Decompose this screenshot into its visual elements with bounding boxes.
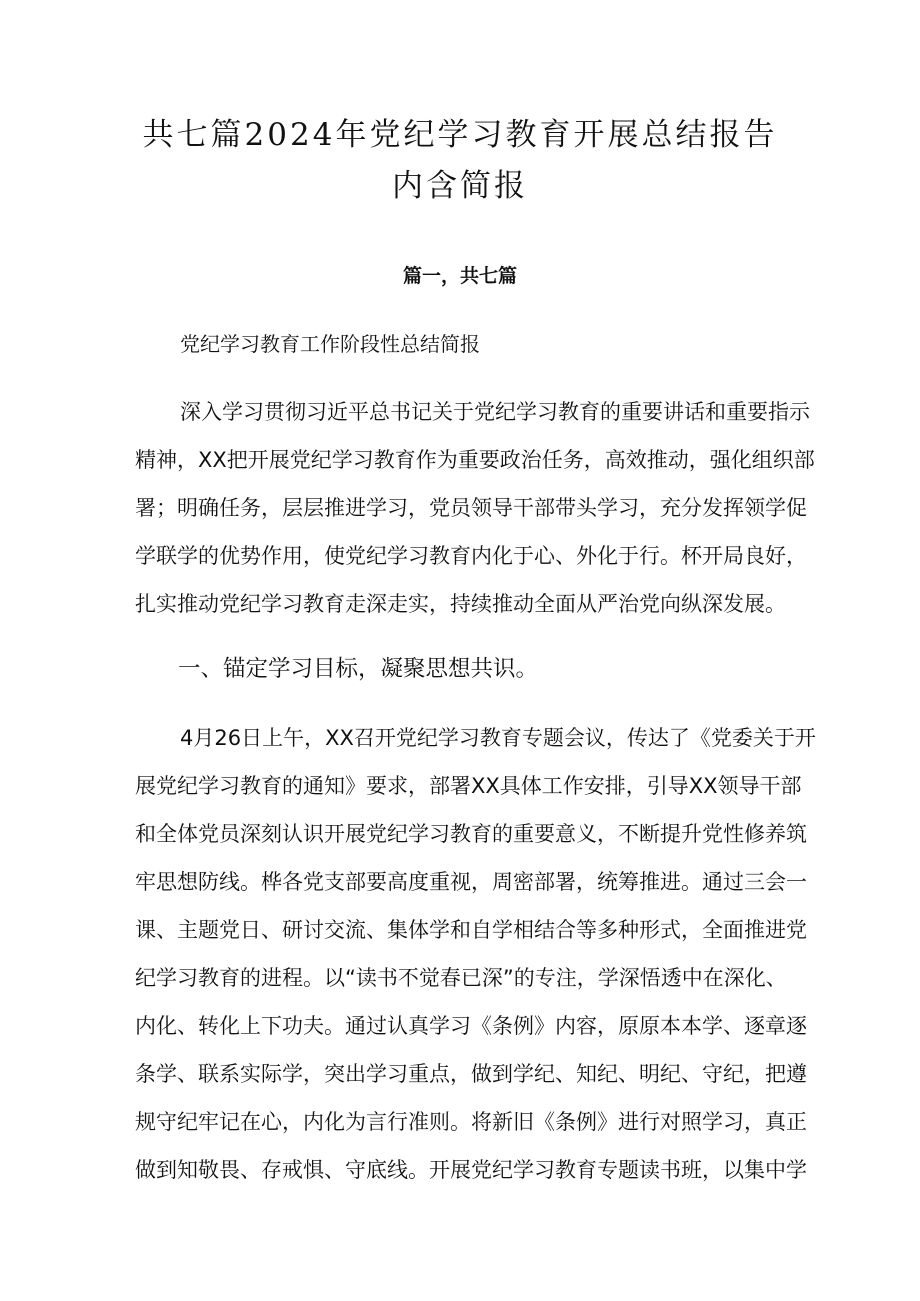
- paragraph-2-line: 和全体党员深刻认识开展党纪学习教育的重要意义，不断提升党性修养筑: [135, 822, 807, 846]
- document-title-line-1: 共七篇2024年党纪学习教育开展总结报告: [142, 117, 778, 153]
- paragraph-2-line: 4月26日上午，XX召开党纪学习教育专题会议，传达了《党委关于开: [180, 726, 816, 750]
- report-subtitle: 党纪学习教育工作阶段性总结简报: [180, 332, 480, 356]
- document-title-line-2: 内含简报: [392, 168, 528, 204]
- paragraph-1-line: 学联学的优势作用，使党纪学习教育内化于心、外化于行。杯开局良好，: [135, 544, 807, 568]
- paragraph-2-line: 展党纪学习教育的通知》要求，部署XX具体工作安排，引导XX领导干部: [135, 774, 802, 798]
- paragraph-1-line: 深入学习贯彻习近平总书记关于党纪学习教育的重要讲话和重要指示: [180, 400, 810, 424]
- heading-one: 一、锚定学习目标，凝聚思想共识。: [178, 656, 539, 682]
- paragraph-2-line: 做到知敬畏、存戒惧、守底线。开展党纪学习教育专题读书班，以集中学: [135, 1158, 807, 1182]
- paragraph-2-line: 课、主题党日、研讨交流、集体学和自学相结合等多种形式，全面推进党: [135, 918, 807, 942]
- paragraph-2-line: 条学、联系实际学，突出学习重点，做到学纪、知纪、明纪、守纪，把遵: [135, 1062, 807, 1086]
- paragraph-1-line: 扎实推动党纪学习教育走深走实，持续推动全面从严治党向纵深发展。: [135, 592, 786, 616]
- paragraph-1-line: 署；明确任务，层层推进学习，党员领导干部带头学习，充分发挥领学促: [135, 496, 807, 520]
- section-heading: 篇一，共七篇: [402, 265, 517, 287]
- paragraph-2-line: 规守纪牢记在心，内化为言行准则。将新旧《条例》进行对照学习，真正: [135, 1110, 807, 1134]
- paragraph-2-line: 纪学习教育的进程。以“读书不觉春已深”的专注，学深悟透中在深化、: [135, 966, 787, 990]
- paragraph-1-line: 精神，XX把开展党纪学习教育作为重要政治任务，高效推动，强化组织部: [135, 448, 815, 472]
- paragraph-2-line: 内化、转化上下功夫。通过认真学习《条例》内容，原原本本学、逐章逐: [135, 1014, 807, 1038]
- paragraph-2-line: 牢思想防线。桦各党支部要高度重视，周密部署，统筹推进。通过三会一: [135, 870, 807, 894]
